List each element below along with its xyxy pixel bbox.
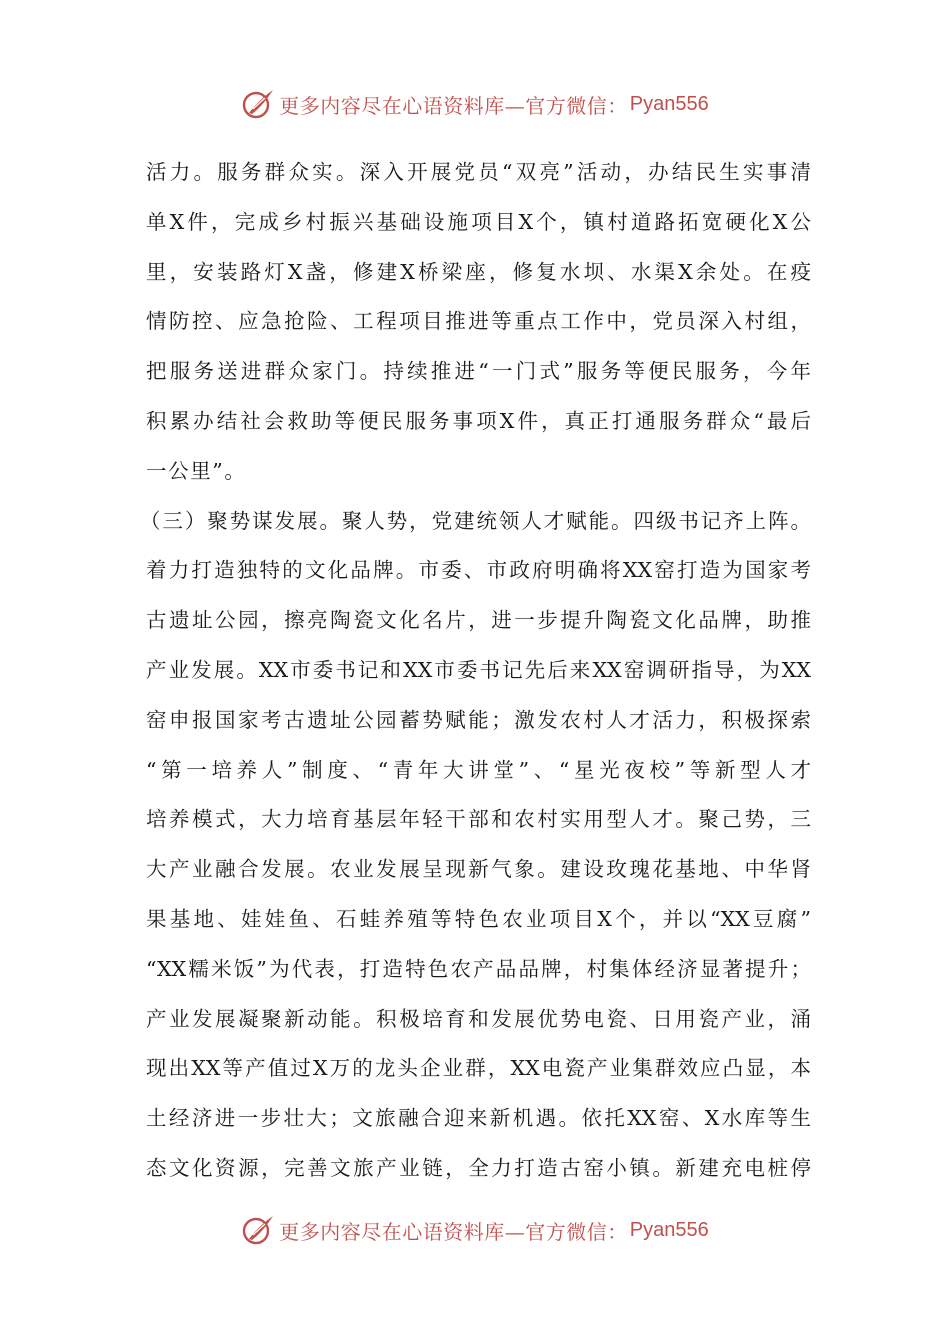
text-line: “XX糯米饭”为代表，打造特色农产品品牌，村集体经济显著提升； <box>146 956 811 981</box>
document-body <box>140 148 811 1194</box>
watermark-wechat-id: Pyan556 <box>629 1218 709 1241</box>
text-line: 土经济进一步壮大；文旅融合迎来新机遇。依托XX窑、X水库等生 <box>146 1106 811 1131</box>
text-line: 活力。服务群众实。深入开展党员“双亮”活动，办结民生实事清 <box>146 160 811 184</box>
quill-pen-logo-icon <box>241 87 275 121</box>
watermark-text: 更多内容尽在心语资料库—官方微信： <box>279 1219 628 1244</box>
text-line: 果基地、娃娃鱼、石蛙养殖等特色农业项目X个，并以“XX豆腐” <box>146 906 811 931</box>
footer-watermark <box>0 1210 950 1250</box>
text-line: 产业发展凝聚新动能。积极培育和发展优势电瓷、日用瓷产业，涌 <box>146 1006 811 1031</box>
text-line: 态文化资源，完善文旅产业链，全力打造古窑小镇。新建充电桩停 <box>146 1155 811 1180</box>
header-watermark <box>0 84 950 124</box>
section-heading-line: （三）聚势谋发展。聚人势，党建统领人才赋能。四级书记齐上阵。 <box>140 508 811 533</box>
watermark-wechat-id: Pyan556 <box>629 92 709 115</box>
text-line: 着力打造独特的文化品牌。市委、市政府明确将XX窑打造为国家考 <box>146 558 811 583</box>
text-line: 培养模式，大力培育基层年轻干部和农村实用型人才。聚己势，三 <box>146 807 811 832</box>
text-line: 现出XX等产值过X万的龙头企业群，XX电瓷产业集群效应凸显，本 <box>146 1056 811 1081</box>
watermark-text: 更多内容尽在心语资料库—官方微信： <box>279 93 628 118</box>
text-line: 一公里”。 <box>146 458 247 483</box>
text-line: 古遗址公园，擦亮陶瓷文化名片，进一步提升陶瓷文化品牌，助推 <box>146 608 811 633</box>
text-line: “第一培养人”制度、“青年大讲堂”、“星光夜校”等新型人才 <box>146 757 811 782</box>
text-line: 单X件，完成乡村振兴基础设施项目X个，镇村道路拓宽硬化X公 <box>146 209 811 234</box>
text-line: 里，安装路灯X盏，修建X桥梁座，修复水坝、水渠X余处。在疫 <box>146 259 811 284</box>
text-line: 积累办结社会救助等便民服务事项X件，真正打通服务群众“最后 <box>146 408 811 433</box>
text-line: 大产业融合发展。农业发展呈现新气象。建设玫瑰花基地、中华肾 <box>146 857 811 882</box>
text-line: 窑申报国家考古遗址公园蓄势赋能；激发农村人才活力，积极探索 <box>146 707 811 732</box>
quill-pen-logo-icon <box>241 1213 275 1247</box>
text-line: 产业发展。XX市委书记和XX市委书记先后来XX窑调研指导，为XX <box>146 657 811 682</box>
text-line: 情防控、应急抢险、工程项目推进等重点工作中，党员深入村组， <box>146 309 811 334</box>
text-line: 把服务送进群众家门。持续推进“一门式”服务等便民服务，今年 <box>146 359 811 384</box>
